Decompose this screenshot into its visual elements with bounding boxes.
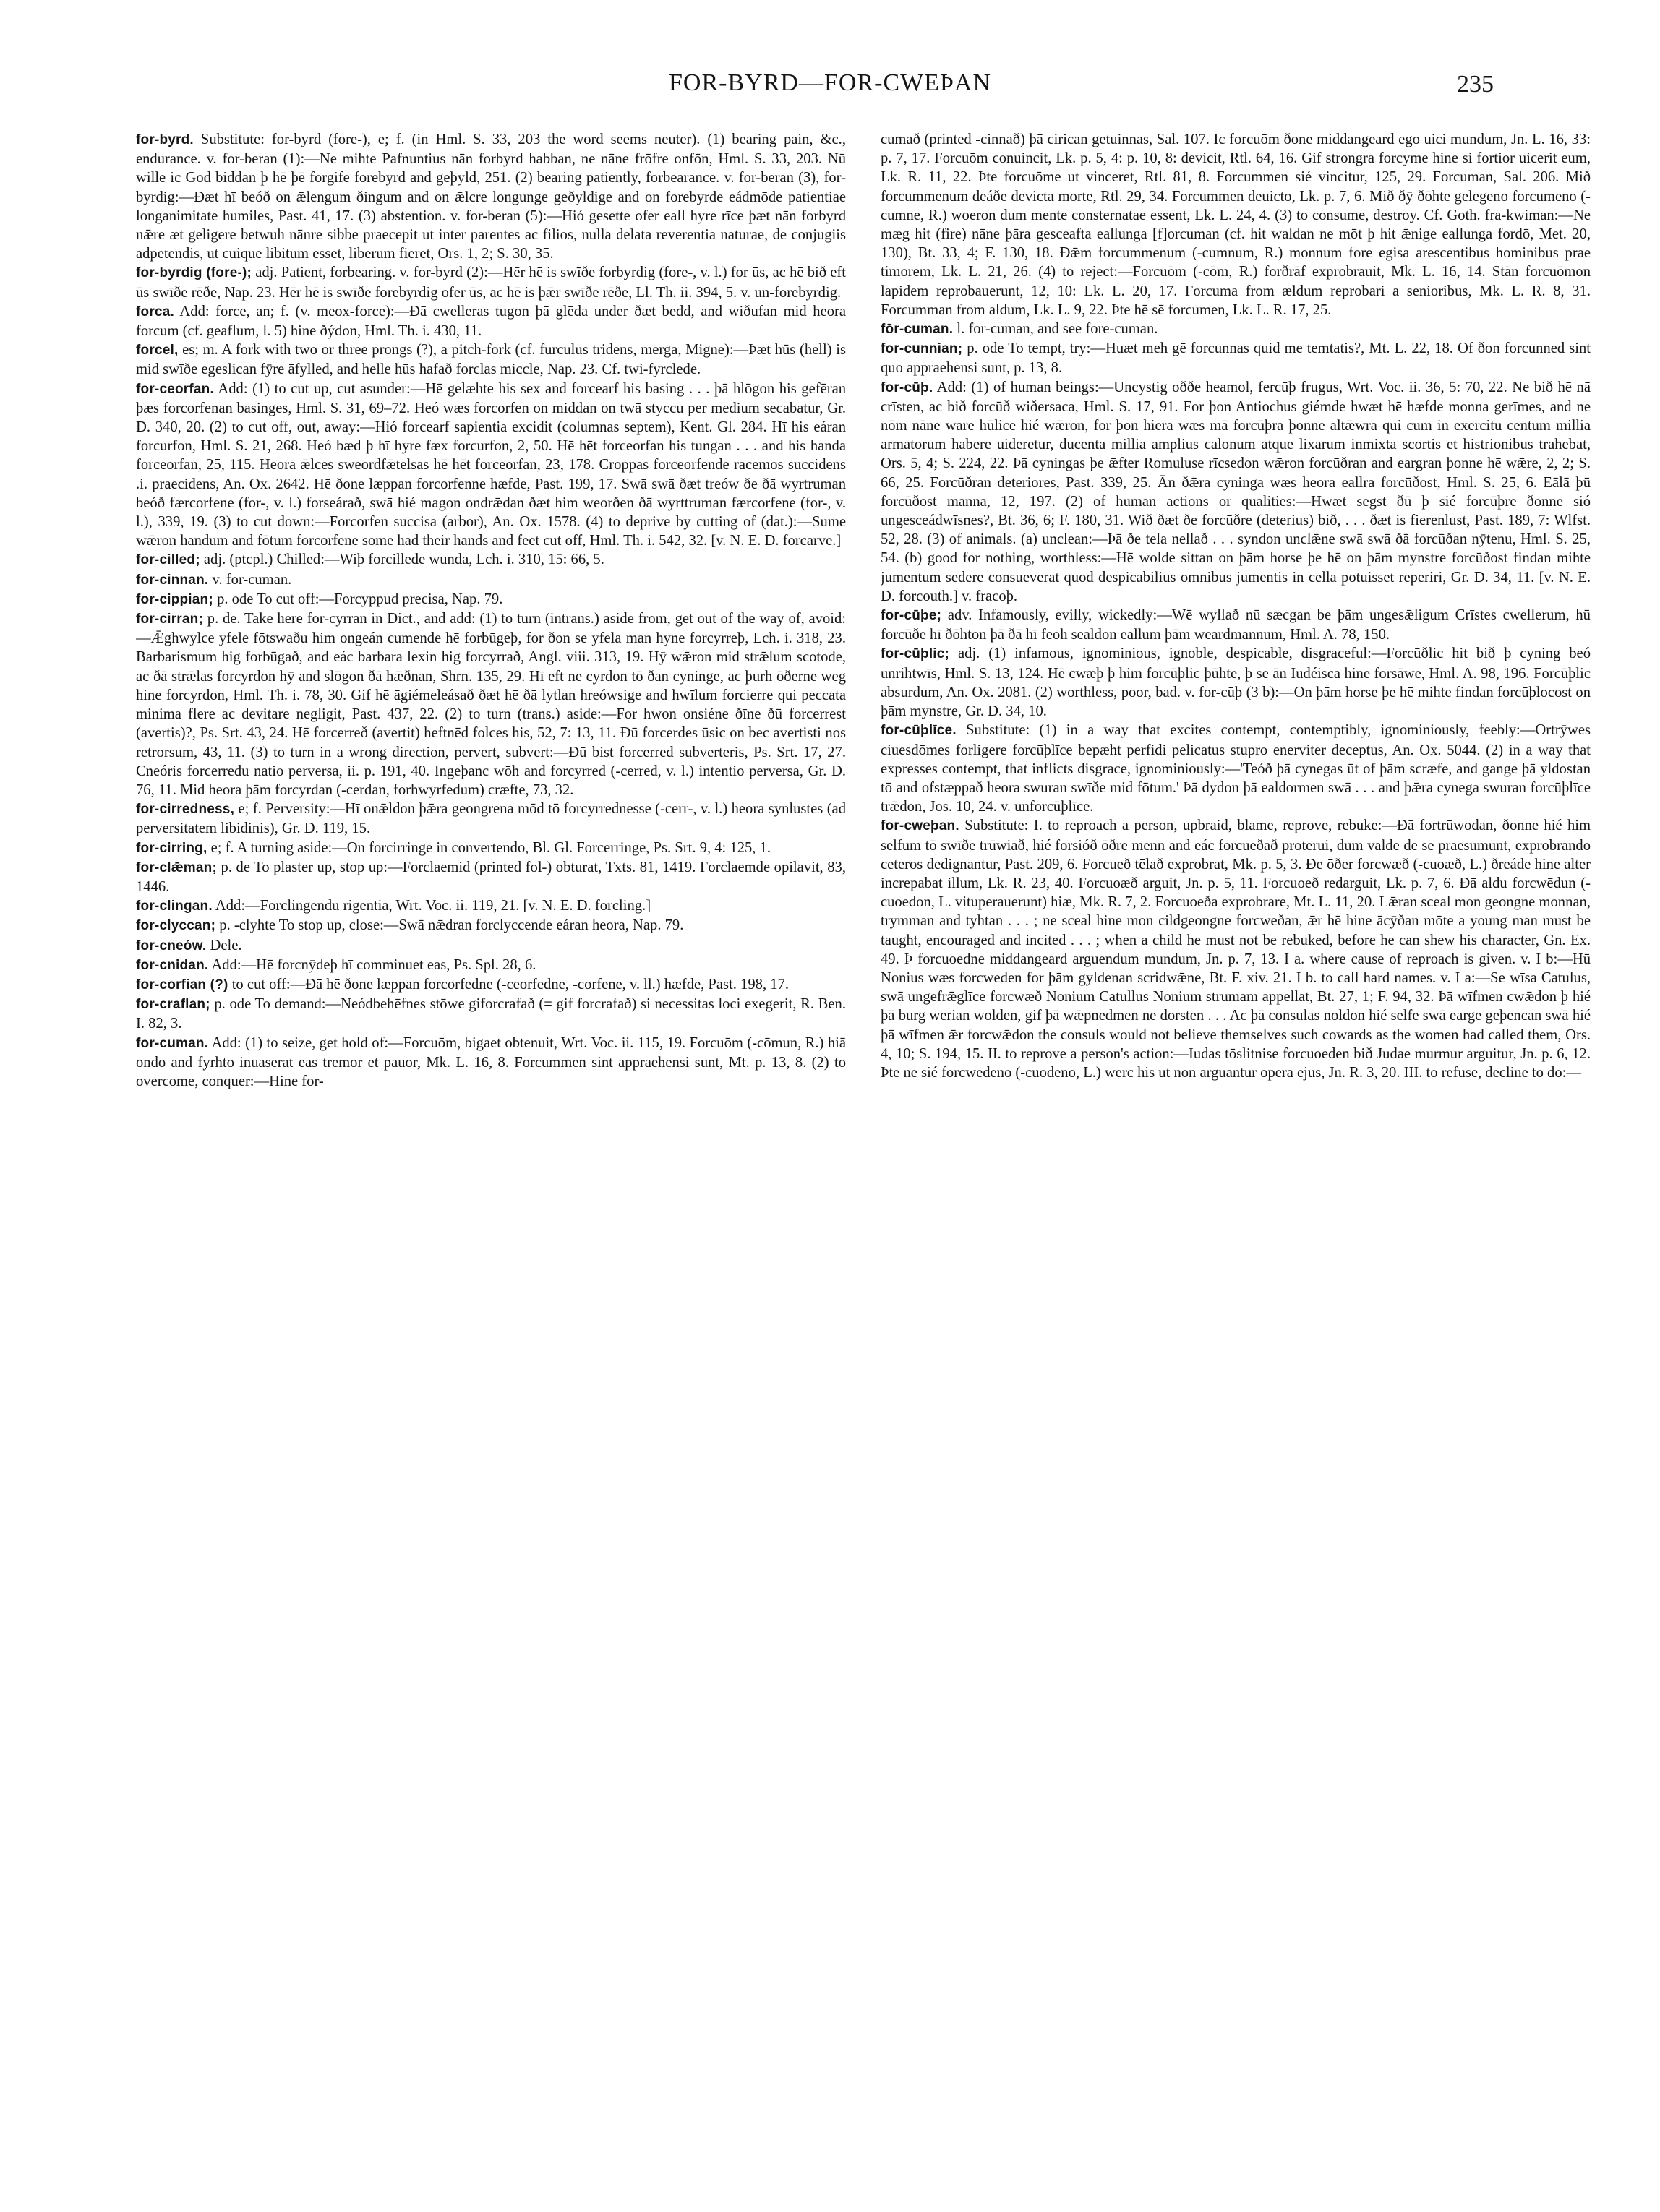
dictionary-entry xyxy=(136,956,846,975)
entry-headword: for-corfian (?) xyxy=(136,977,228,993)
entry-text: Substitute: I. to reproach a person, upbraid, blame, reprove, rebuke:—Ðā fortrūwodan, ðonne hié him selfum tō swīðe trūwiað, hié forsióð ōðre menn and eác forcueðað proterui, dum valde de se praesumunt, exprobrando ceteros dedignantur, Past. 209, 6. Forcueð tēlað exprobrat, Mk. p. 5, 3. Ðe ōðer forcwæð (-cuoæð, L.) ðreáde hine alter increpabat illum, Lk. R. 23, 40. Forcuoæð arguit, Jn. p. 5, 11. Forcuoeð redarguit, Lk. p. 7, 6. Ðā aldu forcwēdun (-cuoedon, L. vituperauerunt) hiæ, Mk. R. 7, 2. Forcuoeða exprobrare, Mt. L. 11, 20. Lǣran sceal mon geongne monnan, trymman and tyhtan . . . ; ne sceal hine mon cildgeongne forcweðan, ǣr hē hine ācȳðan mōte a young man must be taught, encouraged and incited . . . ; when a child he must not be rebuked, before he can shew his character, Gn. Ex. 49. Þ forcuoedne middangeard arguendum mundum, Jn. p. 7, 13. I a. where cause of reproach is given. v. I b:—Hū Nonius wæs forcweden for þām gyldenan scridwǣne, Bt. F. xiv. 21. I b. to call hard names. v. I a:—Se wīsa Catulus, swā ungefrǣglīce forcwæð Nonium Catullus Nonium strumam appellat, Bt. 27, 1; F. 94, 32. Þā wīfmen cwǣdon þ hié þā burg werian wolden, gif þā wǣpnedmen ne dorsten . . . Ac þā consulas noldon hié selfe swā earge geþencan swā hié þā wīfmen ǣr forcwǣdon the consuls would not believe themselves such cowards as the women had called them, Ors. 4, 10; S. 194, 15. II. to reprove a person's action:—Iudas tōslitnise forcuoeden bið Judae murmur arguitur, Jn. p. 6, 12. Þte ne sié forcwedeno (-cuodeno, L.) werc his ut non arguantur opera ejus, Jn. R. 3, 20. III. to refuse, decline to do:— xyxy=(881,818,1591,1081)
dictionary-entry xyxy=(136,896,846,916)
dictionary-entry xyxy=(136,590,846,609)
entry-text: Add: (1) to seize, get hold of:—Forcuōm, bigaet obtenuit, Wrt. Voc. ii. 115, 19. Forcuōm (-cōmun, R.) hiā ondo and fyrhto inuaserat eas tremor et pauor, Mk. L. 16, 8. Forcummen sint appraehensi sunt, Mt. p. 13, 8. (2) to overcome, conquer:—Hine for- xyxy=(136,1034,846,1089)
entry-headword: for-cūþe; xyxy=(881,608,942,624)
dictionary-entry xyxy=(881,644,1591,721)
dictionary-entry xyxy=(881,816,1591,1082)
dictionary-entry xyxy=(136,995,846,1033)
dictionary-entry xyxy=(136,936,846,956)
entry-headword: for-cirring, xyxy=(136,840,208,856)
entry-headword: forcel, xyxy=(136,343,179,359)
dictionary-entry xyxy=(136,302,846,340)
dictionary-entry xyxy=(136,570,846,590)
dictionary-entry xyxy=(881,339,1591,377)
entry-headword: fōr-cuman. xyxy=(881,322,954,338)
entry-text: p. ode To demand:—Neódbehēfnes stōwe giforcrafað (= gif forcrafað) si necessitas loci exegerit, R. Ben. I. 82, 3. xyxy=(136,996,846,1032)
entry-text: e; f. Perversity:—Hī onǣldon þǣra geongrena mōd tō forcyrrednesse (-cerr-, v. l.) heora synlustes (ad perversitatem libidinis), Gr. D. 119, 15. xyxy=(136,801,846,837)
dictionary-entry xyxy=(136,800,846,838)
entry-text: Add: (1) of human beings:—Uncystig oððe heamol, fercūþ frugus, Wrt. Voc. ii. 36, 5: 70, 22. Ne bið hē nā crīsten, ac bið forcūð wiðersaca, Hml. S. 17, 91. For þon Antiochus giémde hwæt hē hæfde monna gerīmes, and ne nōm nāne ware hūlice hié wǣron, for þon hiera wæs mā forcūþra þonne altǣwra qui cum in exercitu centum millia armatorum habere uideretur, ducenta millia amplius calonum atque lixarum inmixta scortis et histrionibus trahebat, Ors. 5, 4; S. 224, 22. Þā cyningas þe ǣfter Romuluse rīcsedon wǣron forcūðran and eargran þonne hē wǣre, 2, 2; S. 66, 25. Forcūðran deteriores, Past. 339, 25. Ān ðǣra cyninga wæs heora eallra forcūðost, Hml. S. 25, 6. Eālā þū forcūðost manna, 12, 197. (2) of human actions or qualities:—Hwæt segst ðū þ sié forcūþre ðonne sió ungesceádwīsnes?, Bt. 36, 6; F. 180, 31. Wið ðæt ðe forcūðre (deterius) bið, . . . ðæt is fierenlust, Past. 189, 7: Wlfst. 52, 28. (3) of animals. (a) unclean:—Þā ðe tela nellað . . . syndon unclǣne swā swā ðā forcūðan nȳtenu, Hml. S. 25, 54. (b) good for nothing, worthless:—Hē wolde sittan on þām horse þe hē on þām mynstre forcūðost findan mihte jumentum sedere consueverat quod despicabilius omnibus jumentis in cella potuisset reperiri, Gr. D. 34, 11. [v. N. E. D. forcouth.] v. fracoþ. xyxy=(881,379,1591,604)
entry-headword: for-cweþan. xyxy=(881,818,959,834)
entry-headword: for-cunnian; xyxy=(881,341,963,357)
entry-text: cumað (printed -cinnað) þā cirican getuinnas, Sal. 107. Ic forcuōm ðone middangeard ego uici mundum, Jn. L. 16, 33: p. 7, 17. Forcuōm conuincit, Lk. p. 5, 4: p. 10, 8: devicit, Rtl. 64, 16. Gif strongra forcyme hine si fortior uicerit eum, Lk. R. 11, 22. Þte forcuōme ut vinceret, Rtl. 81, 8. Forcummen sié vincitur, 125, 29. Forcuman, Sal. 206. Mið forcummenum deáðe devicta morte, Rtl. 29, 34. Forcummen deuicto, Lk. p. 7, 6. Mið ðȳ ðōhte gelegeno forcumeno (-cumne, R.) woeron dum mente consternatae essent, Lk. L. 24, 4. (3) to consume, destroy. Cf. Goth. fra-kwiman:—Ne mæg hit (fire) nāne þāra gesceafta eallunga [f]orcuman (cf. hit waldan ne mōt þ hit ǣnige eallunga fordō, Met. 20, 130), Bt. 33, 4; F. 130, 18. Ðǣm forcummenum (-cumnum, R.) monnum fore egisa arescentibus hominibus prae timorem, Lk. L. 21, 26. (4) to reject:—Forcuōm (-cōm, R.) forðrāf exprobrauit, Mk. L. 16, 14. Stān forcuōmon lapidem reprobauerunt, 12, 10: Lk. L. 20, 17. Forcuma from ældum reprobari a senioribus, Mk. L. R. 8, 31. Forcumman from aldum, Lk. L. 9, 22. Þte hē sē forcumen, Lk. L. R. 17, 25. xyxy=(881,132,1591,318)
entry-text: l. for-cuman, and see fore-cuman. xyxy=(957,321,1158,338)
dictionary-entry xyxy=(136,858,846,896)
dictionary-entry xyxy=(881,320,1591,339)
entry-text: Dele. xyxy=(210,937,242,953)
entry-headword: for-cinnan. xyxy=(136,572,209,588)
entry-text: p. de To plaster up, stop up:—Forclaemid (printed fol-) obturat, Txts. 81, 1419. Forclaemde opilavit, 83, 1446. xyxy=(136,859,846,895)
entry-headword: for-cuman. xyxy=(136,1035,209,1051)
dictionary-entry xyxy=(136,263,846,301)
entry-headword: for-clǣman; xyxy=(136,859,217,875)
dictionary-entry xyxy=(881,606,1591,644)
entry-headword: for-ceorfan. xyxy=(136,381,214,397)
entry-headword: for-cūþlic; xyxy=(881,646,950,662)
entry-text: adj. (1) infamous, ignominious, ignoble, despicable, disgraceful:—Forcūðlic hit bið þ cyning beó unrihtwīs, Hml. S. 13, 124. Hē cwæþ þ him forcūþlic þūhte, þ se ān Iudéisca hine forsāwe, Hml. A. 98, 196. Forcūþlic absurdum, An. Ox. 2081. (2) worthless, poor, bad. v. for-cūþ (3 b):—On þām horse þe hē mihte findan forcūþlocost on þām mynstre, Gr. D. 34, 10. xyxy=(881,646,1591,720)
entry-headword: for-clingan. xyxy=(136,899,213,914)
entry-text: Add:—Forclingendu rigentia, Wrt. Voc. ii. 119, 21. [v. N. E. D. forcling.] xyxy=(215,898,651,914)
entry-headword: for-cirran; xyxy=(136,612,203,627)
entry-headword: for-cūþ. xyxy=(881,380,933,395)
entry-headword: for-cirredness, xyxy=(136,802,235,818)
entry-text: p. -clyhte To stop up, close:—Swā nǣdran forclyccende eáran heora, Nap. 79. xyxy=(219,917,684,934)
left-column xyxy=(136,130,846,2154)
entry-headword: for-byrd. xyxy=(136,132,194,147)
dictionary-entry xyxy=(881,378,1591,606)
right-column xyxy=(881,130,1591,2154)
dictionary-entry xyxy=(136,130,846,263)
entry-headword: for-cūþlīce. xyxy=(881,723,957,739)
entry-text: adv. Infamously, evilly, wickedly:—Wē wyllað nū sæcgan be þām ungesǣligum Crīstes cwellerum, hū forcūðe hī ðōhton þā ðā hī feoh sealdon eallum þām weardmannum, Hml. A. 78, 150. xyxy=(881,607,1591,643)
dictionary-entry xyxy=(881,130,1591,320)
entry-text: Substitute: for-byrd (fore-), e; f. (in Hml. S. 33, 203 the word seems neuter). (1) bearing pain, &c., endurance. v. for-beran (1):—Ne mihte Pafnuntius nān forbyrd habban, ne nāne frōfre onfōn, Hml. S. 33, 203. Nū wille ic God biddan þ hē þē forgife forebyrd and geþyld, 251. (2) bearing patiently, forbearance. v. for-beran (3), for-byrdig:—Ðæt hī beóð on ǣlengum ðingum and on ǣlcre longunge geðyldige and on forebyrde eádmōde patientiae longanimitate humiles, Past. 41, 17. (3) abstention. v. for-beran (5):—Hió gesette ofer eall hyre rīce þæt nān forbyrd nǣre æt geligere betwuh nānre sibbe praecepit ut inter parentes ac filios, nulla delata reverentia naturae, de conjugiis adpetendis, ut cuique libitum esset, liberum fieret, Ors. 1, 2; S. 30, 35. xyxy=(136,132,846,262)
dictionary-entry xyxy=(136,1034,846,1092)
entry-text: Add: (1) to cut up, cut asunder:—Hē gelæhte his sex and forcearf his basing . . . þā hlōgon his gefēran þæs forcorfenan basinges, Hml. S. 31, 69–72. Heó wæs forcorfen on middan on twā styccu per medium secabatur, Gr. D. 340, 20. (2) to cut off, out, away:—Hió forcearf sapientia excidit (columnas septem), Kent. Gl. 284. Hī his eáran forcurfon, Hml. S. 21, 268. Heó bæd þ hī hyre fæx forcurfon, 2, 50. Hē hēt forceorfan his tungan . . . and his handa forceorfan, 25, 115. Heora ǣlces sweordfǣtelsas hē hēt forceorfan, 23, 178. Croppas forceorfende racemos succidens .i. praecidens, An. Ox. 2642. Hē ðone læppan forcorfenne hæfde, Past. 199, 17. Swā swā ðæt treów ðe ðā wyrtruman beóð færcorfene (for-, v. l.) forseárað, swā hié magon ondrǣdan ðæt him weorðen ðā wyrttruman færcorfene (for-, v. l.), 339, 19. (3) to cut down:—Forcorfen succisa (arbor), An. Ox. 1578. (4) to deprive by cutting of (dat.):—Sume wǣron handum and fōtum forcorfene some had their hands and feet cut off, Hml. Th. i. 542, 32. [v. N. E. D. forcarve.] xyxy=(136,380,846,549)
entry-text: p. ode To cut off:—Forcyppud precisa, Nap. 79. xyxy=(217,591,503,607)
entry-headword: for-byrdig (fore-); xyxy=(136,265,252,281)
entry-headword: for-cippian; xyxy=(136,591,213,607)
entry-text: e; f. A turning aside:—On forcirringe in convertendo, Bl. Gl. Forcerringe, Ps. Srt. 9, 4: 125, 1. xyxy=(210,839,771,856)
entry-headword: for-clyccan; xyxy=(136,918,216,934)
entry-headword: forca. xyxy=(136,304,174,320)
dictionary-entry xyxy=(136,975,846,995)
entry-text: es; m. A fork with two or three prongs (?), a pitch-fork (cf. furculus tridens, merga, Migne):—Þæt hūs (hell) is mid swīðe egeslican fȳre āfylled, and helle hūs hafað forclas miccle, Nap. 23. Cf. twi-fyrclede. xyxy=(136,342,846,378)
entry-headword: for-craflan; xyxy=(136,997,210,1013)
entry-text: Add: force, an; f. (v. meox-force):—Ðā cwelleras tugon þā glēda under ðæt bedd, and wiðufan mid heora forcum (cf. geaflum, l. 5) hine ðýdon, Hml. Th. i. 430, 11. xyxy=(136,303,846,340)
entry-text: to cut off:—Ðā hē ðone læppan forcorfedne (-ceorfedne, -corfene, v. ll.) hæfde, Past. 198, 17. xyxy=(231,976,789,993)
dictionary-entry xyxy=(136,550,846,570)
entry-text: p. de. Take here for-cyrran in Dict., and add: (1) to turn (intrans.) aside from, get out of the way of, avoid:—Ǣghwylce yfele fōtswaðu him ongeán cumende hē forbūgeþ, for ðon se yfela man hyne forcyrreþ, Lch. i. 318, 23. Barbarismum hig forbūgað, and eác barbara lexin hig forcyrrað, Angl. viii. 313, 19. Hȳ wǣron mid strǣlum scotode, ac ðā strǣlas forcyrdon hȳ and slōgon ðā hǣðnan, Shrn. 135, 29. Hī eft ne cyrdon tō ðan cyninge, ac þurh ōðerne weg hine forcyrdon, Hml. Th. i. 78, 30. Gif hē āgiémeleásað ðæt hē ðā lytlan hreówsige and hwīlum forcierre qui peccata minima flere ac devitare negligit, Past. 437, 22. (2) to turn (trans.) aside:—For hwon onsiéne ðīne ðū forcerrest (avertis)?, Ps. Srt. 43, 24. Hē forcerreð (avertit) heftnēd folces his, 52, 7: 13, 11. Ðū forcerdes ūsic on bec avertisti nos retrorsum, 43, 11. (3) to turn in a wrong direction, pervert, subvert:—Ðū bist forcerred subverteris, Ps. Srt. 17, 27. Cneóris forcerredu natio perversa, ii. p. 191, 40. Ingeþanc wōh and forcyrred (-cerred, v. l.) intentio perversa, Gr. D. 76, 11. Mid heora þām forcyrdan (-cerdan, forhwyrfedum) cræfte, 73, 32. xyxy=(136,611,846,798)
entry-headword: for-cilled; xyxy=(136,552,200,568)
entry-text: adj. Patient, forbearing. v. for-byrd (2):—Hēr hē is swīðe forbyrdig (fore-, v. l.) for ūs, ac hē bið eft ūs swīðe rēðe, Nap. 23. Hēr hē is swīðe forebyrdig ofer ūs, ac hē is þǣr swīðe rēðe, Ll. Th. ii. 394, 5. v. un-forebyrdig. xyxy=(136,265,846,301)
dictionary-entry xyxy=(136,380,846,551)
entry-text: v. for-cuman. xyxy=(212,571,292,588)
page-header xyxy=(0,69,1660,113)
dictionary-entry xyxy=(136,609,846,800)
entry-text: adj. (ptcpl.) Chilled:—Wiþ forcillede wunda, Lch. i. 310, 15: 66, 5. xyxy=(203,552,604,568)
dictionary-entry xyxy=(136,839,846,858)
entry-headword: for-cneów. xyxy=(136,938,207,953)
entry-text: p. ode To tempt, try:—Huæt meh gē forcunnas quid me temtatis?, Mt. L. 22, 18. Of ðon forcunned sint quo appraehensi sunt, p. 13, 8. xyxy=(881,340,1591,377)
dictionary-entry xyxy=(136,340,846,379)
dictionary-entry xyxy=(136,916,846,935)
entry-text: Substitute: (1) in a way that excites contempt, contemptibly, ignominiously, feebly:—Ortrȳwes ciuesdōmes forligere forcūþlīce bepæht perfidi pelicatus stupro enerviter deceptus, An. Ox. 5044. (2) in a way that expresses contempt, that inflicts disgrace, ignominiously:—'Teóð þā cynegas ūt of þām scræfe, and gange þā yldostan tō and ofstæppað heora swuran swīðe mid fōtum.' Þā dydon þā ealdormen swā . . . and þǣra cynega swuran forcūþlīce trǣdon, Jos. 10, 24. v. unforcūþlīce. xyxy=(881,722,1591,815)
dictionary-entry xyxy=(881,721,1591,816)
entry-headword: for-cnidan. xyxy=(136,957,209,973)
page-number: 235 xyxy=(1457,71,1494,98)
running-head: FOR-BYRD—FOR-CWEÞAN xyxy=(669,69,991,96)
entry-text: Add:—Hē forcnȳdeþ hī comminuet eas, Ps. Spl. 28, 6. xyxy=(211,956,536,973)
